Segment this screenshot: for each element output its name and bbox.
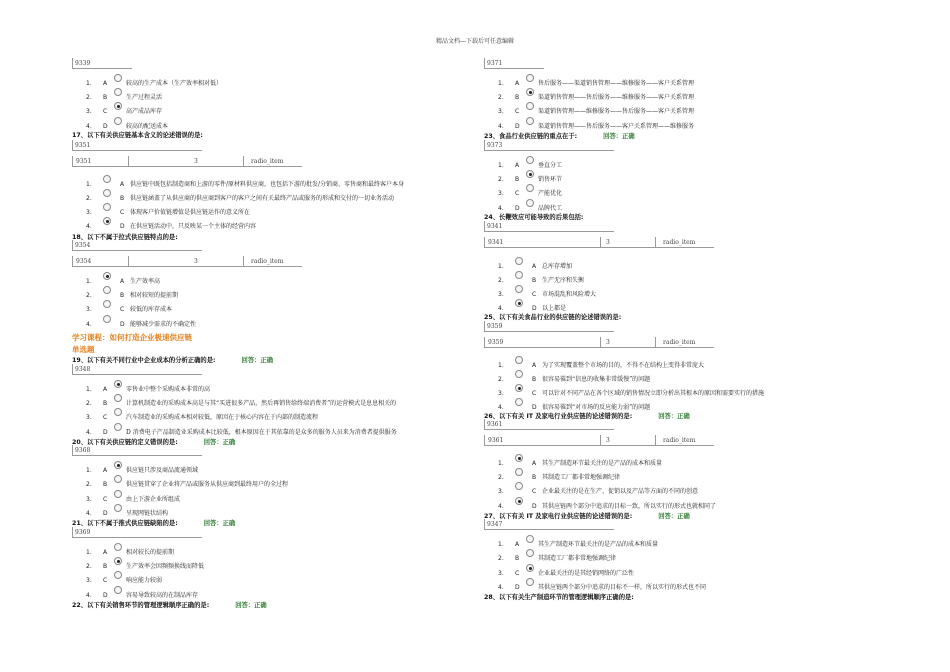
question-title: 19、以下有关不同行业中企业成本的分析正确的是: 回答：正确 — [72, 357, 273, 364]
radio-button-selected[interactable] — [114, 461, 122, 469]
radio-button-selected[interactable] — [114, 380, 122, 388]
radio-button[interactable] — [103, 203, 111, 211]
radio-button[interactable] — [515, 285, 523, 293]
radio-button[interactable] — [114, 490, 122, 498]
question-title: 23、食品行业供应链的重点在于: 回答：正确 — [484, 133, 635, 140]
answer-status: 回答：正确 — [241, 357, 273, 364]
question-id: 9371 — [484, 58, 544, 69]
radio-button[interactable] — [103, 175, 111, 183]
radio-button-selected[interactable] — [114, 557, 122, 565]
question-meta-row: 9361 3 radio_item — [484, 435, 714, 446]
answer-status: 回答：正确 — [203, 439, 236, 446]
radio-button-selected[interactable] — [526, 170, 534, 178]
left-column: 9339 1. A 较高的生产成本（生产效率相对低） 2. B 生产过程灵活 3. C 高产成品库存 4. D 较高的配送成本 17、以下有关供应链基本含义的论述错误的是: 9351 9351 3 radio_item 1. A 供应链中既包括制造商和上游的零件/原材料供应商，也包括下游的批发/分销商、零售商和最终客户本身 2. B 供应链涵盖了从供应商的供应商到客户的客户之间有关最终产品或服务的形成和交付的一切业务活动 3. C 体现客户价值链增值是供应链运作的意义所在 4. D 在供应链活动中，只反映某一个主体的经营内容 18、以下不属于拉式供应链特点的是: 9354 9354 3 radio_item 1. A 生产效率高 2. B 相对较短的提前期 3. C 较低的库存成本 4. D 能够减少需求的不确定性 学习课程：如何打造企业极速供应链 单选题 19、以下有关不同行业中企业成本的分析正确的是: 回答：正确 9348 1. A 零售业中整个采购成本非常的高 2. B 计算机制造业的采购成本高是与其“买进很多产品，然后再销售给终端消费者”的运营模式是息息相关的 3. C 汽车制造业的采购成本相对较低，原因在于核心内容在于内部的制造流程 4. D D 消费电子产品制造业采购成本比较低，根本原因在于其依靠的是众多的服务人员来为消费者提供服务 20、以下有关供应链的定义错误的是: 回答：正确 9368 1. A 供应链只涉及商品流通领域 2. B 供应链贯穿了企业将产品或服务从供应商到最终用户的全过程 3. C 由上下游企业所组成 4. D 呈现网链状结构 21、以下不属于推式供应链缺陷的是: 回答：正确 9369 1. A 相对较长的提前期 2. B 生产效率会因频频换线而降低 3. C 响应能力较弱 4. D 容易导致较高的在制品库存 22、以下有关销售环节的管理逻辑顺序正确的是: 回答：正确 — [72, 60, 405, 609]
radio-button[interactable] — [526, 199, 534, 207]
question-title: 17、以下有关供应链基本含义的论述错误的是: — [72, 132, 203, 139]
question-title: 24、长鞭效应可能导致的后果包括: — [484, 214, 584, 221]
answer-status: 回答：正确 — [235, 602, 267, 609]
radio-button[interactable] — [515, 468, 523, 476]
question-meta-row: 9341 3 radio_item — [484, 237, 714, 248]
radio-button-selected[interactable] — [515, 497, 523, 505]
radio-button[interactable] — [526, 549, 534, 557]
answer-status: 回答：正确 — [658, 513, 690, 520]
question-id: 9361 — [484, 419, 614, 430]
course-heading: 学习课程：如何打造企业极速供应链 — [72, 333, 192, 342]
radio-button[interactable] — [515, 271, 523, 279]
question-title: 21、以下不属于推式供应链缺陷的是: 回答：正确 — [72, 520, 236, 527]
radio-button[interactable] — [526, 102, 534, 110]
section-heading: 单选题 — [72, 345, 95, 354]
radio-button[interactable] — [114, 394, 122, 402]
answer-status: 回答：正确 — [658, 413, 690, 420]
radio-button[interactable] — [114, 74, 122, 82]
question-28-title: 28、以下有关生产制造环节的管理逻辑顺序正确的是: — [484, 594, 634, 601]
radio-button[interactable] — [526, 156, 534, 164]
question-id: 9348 — [72, 364, 202, 375]
radio-button-selected[interactable] — [515, 454, 523, 462]
radio-button-selected[interactable] — [103, 272, 111, 280]
radio-button[interactable] — [114, 423, 122, 431]
radio-button[interactable] — [515, 370, 523, 378]
radio-button[interactable] — [114, 88, 122, 96]
answer-status: 回答：正确 — [603, 133, 635, 140]
radio-button[interactable] — [526, 74, 534, 82]
answer-status: 回答：正确 — [203, 520, 236, 527]
question-id: 9351 — [72, 140, 202, 151]
radio-button[interactable] — [114, 408, 122, 416]
radio-button[interactable] — [526, 184, 534, 192]
question-id: 9354 — [72, 240, 202, 251]
radio-button[interactable] — [103, 315, 111, 323]
radio-button[interactable] — [515, 257, 523, 265]
radio-button[interactable] — [103, 286, 111, 294]
question-22-title: 22、以下有关销售环节的管理逻辑顺序正确的是: 回答：正确 — [72, 602, 267, 609]
radio-button[interactable] — [114, 117, 122, 125]
question-id: 9368 — [72, 445, 202, 456]
radio-button-selected[interactable] — [526, 564, 534, 572]
radio-button[interactable] — [515, 398, 523, 406]
question-title: 25、以下有关食品行业的供应链的论述错误的是: — [484, 314, 622, 321]
radio-button[interactable] — [114, 475, 122, 483]
radio-button[interactable] — [515, 482, 523, 490]
radio-button-selected[interactable] — [515, 299, 523, 307]
radio-button-selected[interactable] — [515, 384, 523, 392]
question-meta-row: 9351 3 radio_item — [72, 156, 302, 167]
question-id: 9373 — [484, 140, 614, 151]
question-id: 9341 — [484, 221, 614, 232]
question-title: 20、以下有关供应链的定义错误的是: 回答：正确 — [72, 439, 236, 446]
radio-button[interactable] — [114, 543, 122, 551]
radio-button[interactable] — [526, 117, 534, 125]
question-id: 9347 — [484, 519, 614, 530]
right-column: 9371 1. A 售后服务——渠道销售管理——维修服务——客户关系管理 2. B 渠道销售管理——售后服务——维修服务——客户关系管理 3. C 渠道销售管理——维修服务——售后服务——客户关系管理 4. D 渠道销售管理——售后服务——客户关系管理——维修服务 23、食品行业供应链的重点在于: 回答：正确 9373 1. A 垂直分工 2. B 销售环节 3. C 产能优化 4. D 品牌代工 24、长鞭效应可能导致的后果包括: 9341 9341 3 radio_item 1. A 总库存增加 2. B 生产无序和失衡 3. C 市场混乱和风险增大 4. D 以上都是 25、以下有关食品行业的供应链的论述错误的是: 9359 9359 3 radio_item 1. A 为了实现覆盖整个市场的目的，不得不在结构上变得非常庞大 2. B 很容易罹到“信息的收集非常缓慢”的问题 3. C 可以针对不同产品在各个区域的销售情况立即分析出其根本的原因和需要实行的措施 4. D 很容易罹到“对市场的反应能力弱”的问题 26、以下有关 IT 及家电行业供应链的论述错误的是: 回答：正确 9361 9361 3 radio_item 1. A 其生产制造环节最关注的是产品的成本和质量 2. B 其制造工厂都非常地强调纪律 3. C 企业最关注的是在生产、促销以及产品等方面的不同的创意 4. D 其供应链两个部分中追求的目标一致，所以实行的形式也就相同了 27、以下有关 IT 及家电行业供应链的论述错误的是: 回答：正确 9347 1. A 其生产制造环节最关注的是产品的成本和质量 2. B 其制造工厂都非常地强调纪律 3. C 企业最关注的是其经销网络的广泛性 4. D 其供应链两个部分中追求的目标不一样，所以实行的形式也不同 28、以下有关生产制造环节的管理逻辑顺序正确的是: — [484, 60, 765, 601]
radio-button[interactable] — [103, 300, 111, 308]
question-id: 9369 — [72, 527, 202, 538]
page-header: 精品文档---下载后可任意编辑 — [435, 38, 515, 45]
radio-button[interactable] — [114, 504, 122, 512]
radio-button-selected[interactable] — [114, 102, 122, 110]
radio-button[interactable] — [114, 571, 122, 579]
radio-button-selected[interactable] — [526, 88, 534, 96]
question-meta-row: 9354 3 radio_item — [72, 256, 302, 267]
radio-button[interactable] — [103, 189, 111, 197]
question-id: 9359 — [484, 321, 614, 332]
question-title: 26、以下有关 IT 及家电行业供应链的论述错误的是: 回答：正确 — [484, 413, 690, 420]
question-meta-row: 9359 3 radio_item — [484, 337, 714, 348]
question-id: 9339 — [72, 58, 132, 69]
question-title: 27、以下有关 IT 及家电行业供应链的论述错误的是: 回答：正确 — [484, 513, 690, 520]
question-title: 18、以下不属于拉式供应链特点的是: — [72, 234, 178, 241]
radio-button-selected[interactable] — [103, 217, 111, 225]
radio-button[interactable] — [526, 578, 534, 586]
radio-button[interactable] — [526, 535, 534, 543]
radio-button[interactable] — [515, 356, 523, 364]
radio-button[interactable] — [114, 586, 122, 594]
